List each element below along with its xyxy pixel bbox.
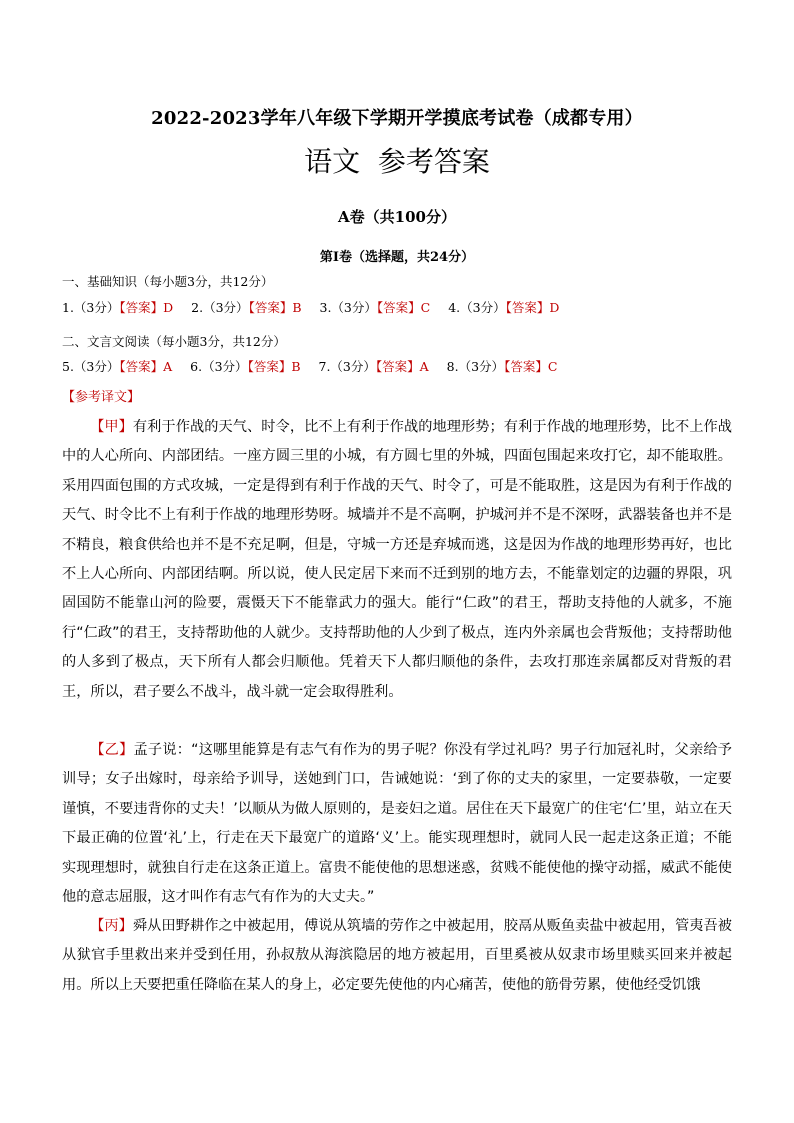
paragraph-tag: 【乙】 bbox=[90, 742, 134, 758]
answer-num: 3.（3分） bbox=[319, 300, 377, 315]
exam-title: 2022-2023学年八年级下学期开学摸底考试卷（成都专用） bbox=[151, 108, 643, 129]
paragraph-tag: 【丙】 bbox=[90, 918, 133, 934]
answer-value: B bbox=[292, 300, 302, 315]
answer-num: 2.（3分） bbox=[191, 300, 249, 315]
paragraph-text: 有利于作战的天气、时令，比不上有利于作战的地理形势；有利于作战的地理形势，比不上作战中的人心所向、内部团结。一座方圆三里的小城，有方圆七里的外城，四面包围起来攻打它，却不能取胜。采用四面包围的方式攻城，一定是得到有利于作战的天气、时令了，可是不能取胜，这是因为有利于作战的天气、时令比不上有利于作战的地理形势呀。城墙并不是不高啊，护城河并不是不深呀，武器装备也并不是不精良，粮食供给也并不是不充足啊，但是，守城一方还是弃城而逃，这是因为作战的地理形势再好，也比不上人心所向、内部团结啊。所以说，使人民定居下来而不迁到别的地方去，不能靠划定的边疆的界限，巩固国防不能靠山河的险要，震慑天下不能靠武力的强大。能行“仁政”的君王，帮助支持他的人就多，不施行“仁政”的君王，支持帮助他的人就少。支持帮助他的人少到了极点，连内外亲属也会背叛他；支持帮助他的人多到了极点，天下所有人都会归顺他。凭着天下人都归顺他的条件，去攻打那连亲属都反对背叛的君王，所以，君子要么不战斗，战斗就一定会取得胜利。 bbox=[62, 419, 732, 700]
answer-num: 6.（3分） bbox=[190, 359, 248, 374]
paragraph-tag: 【甲】 bbox=[90, 419, 133, 435]
answer-tag: 【答案】 bbox=[247, 359, 292, 374]
answer-value: C bbox=[547, 359, 558, 374]
answer-tag: 【答案】 bbox=[505, 300, 550, 315]
answer-value: D bbox=[549, 300, 560, 315]
volume-title: A卷（共100分） bbox=[338, 208, 456, 226]
answer-num: 8.（3分） bbox=[446, 359, 505, 374]
answer-num: 4.（3分） bbox=[448, 300, 506, 315]
subject-title: 语文 参考答案 bbox=[304, 145, 490, 178]
section1-answers bbox=[62, 298, 559, 316]
paragraph-text: 舜从田野耕作之中被起用，傅说从筑墙的劳作之中被起用，胶鬲从贩鱼卖盐中被起用，管夷吾被从狱官手里救出来并受到任用，孙叔敖从海滨隐居的地方被起用，百里奚被从奴隶市场里赎买回来并被起用。所以上天要把重任降临在某人的身上，必定要先使他的内心痛苦，使他的筋骨劳累，使他经受饥饿 bbox=[62, 918, 732, 993]
translation-paragraph-jia bbox=[62, 413, 732, 707]
answer-value: D bbox=[163, 300, 174, 315]
answer-tag: 【答案】 bbox=[375, 359, 420, 374]
translation-label: 【参考译文】 bbox=[62, 390, 141, 405]
answer-tag: 【答案】 bbox=[119, 300, 164, 315]
answer-tag: 【答案】 bbox=[248, 300, 293, 315]
answer-tag: 【答案】 bbox=[119, 359, 164, 374]
answer-num: 5.（3分） bbox=[62, 359, 120, 374]
answer-value: B bbox=[291, 359, 301, 374]
part-title: 第Ⅰ卷（选择题，共24分） bbox=[319, 250, 475, 265]
section2-heading: 二、文言文阅读（每小题3分，共12分） bbox=[62, 334, 286, 349]
answer-num: 7.（3分） bbox=[318, 359, 376, 374]
answer-value: A bbox=[163, 359, 173, 374]
answer-value: A bbox=[419, 359, 429, 374]
answer-value: C bbox=[420, 300, 431, 315]
paragraph-text: 孟子说：“这哪里能算是有志气有作为的男子呢？你没有学过礼吗？男子行加冠礼时，父亲给予训导；女子出嫁时，母亲给予训导，送她到门口，告诫她说：‘到了你的丈夫的家里，一定要恭敬，一定要谨慎，不要违背你的丈夫！’以顺从为做人原则的，是妾妇之道。居住在天下最宽广的住宅‘仁’里，站立在天下最正确的位置‘礼’上，行走在天下最宽广的道路‘义’上。能实现理想时，就同人民一起走这条正道；不能实现理想时，就独自行走在这条正道上。富贵不能使他的思想迷惑，贫贱不能使他的操守动摇，威武不能使他的意志屈服，这才叫作有志气有作为的大丈夫。” bbox=[62, 742, 732, 906]
translation-paragraph-yi bbox=[62, 736, 732, 912]
answer-tag: 【答案】 bbox=[376, 300, 421, 315]
answer-num: 1.（3分） bbox=[62, 300, 120, 315]
answer-tag: 【答案】 bbox=[504, 359, 548, 374]
section2-answers bbox=[62, 357, 557, 375]
translation-paragraph-bing bbox=[62, 912, 732, 1000]
section1-heading: 一、基础知识（每小题3分，共12分） bbox=[62, 274, 274, 289]
